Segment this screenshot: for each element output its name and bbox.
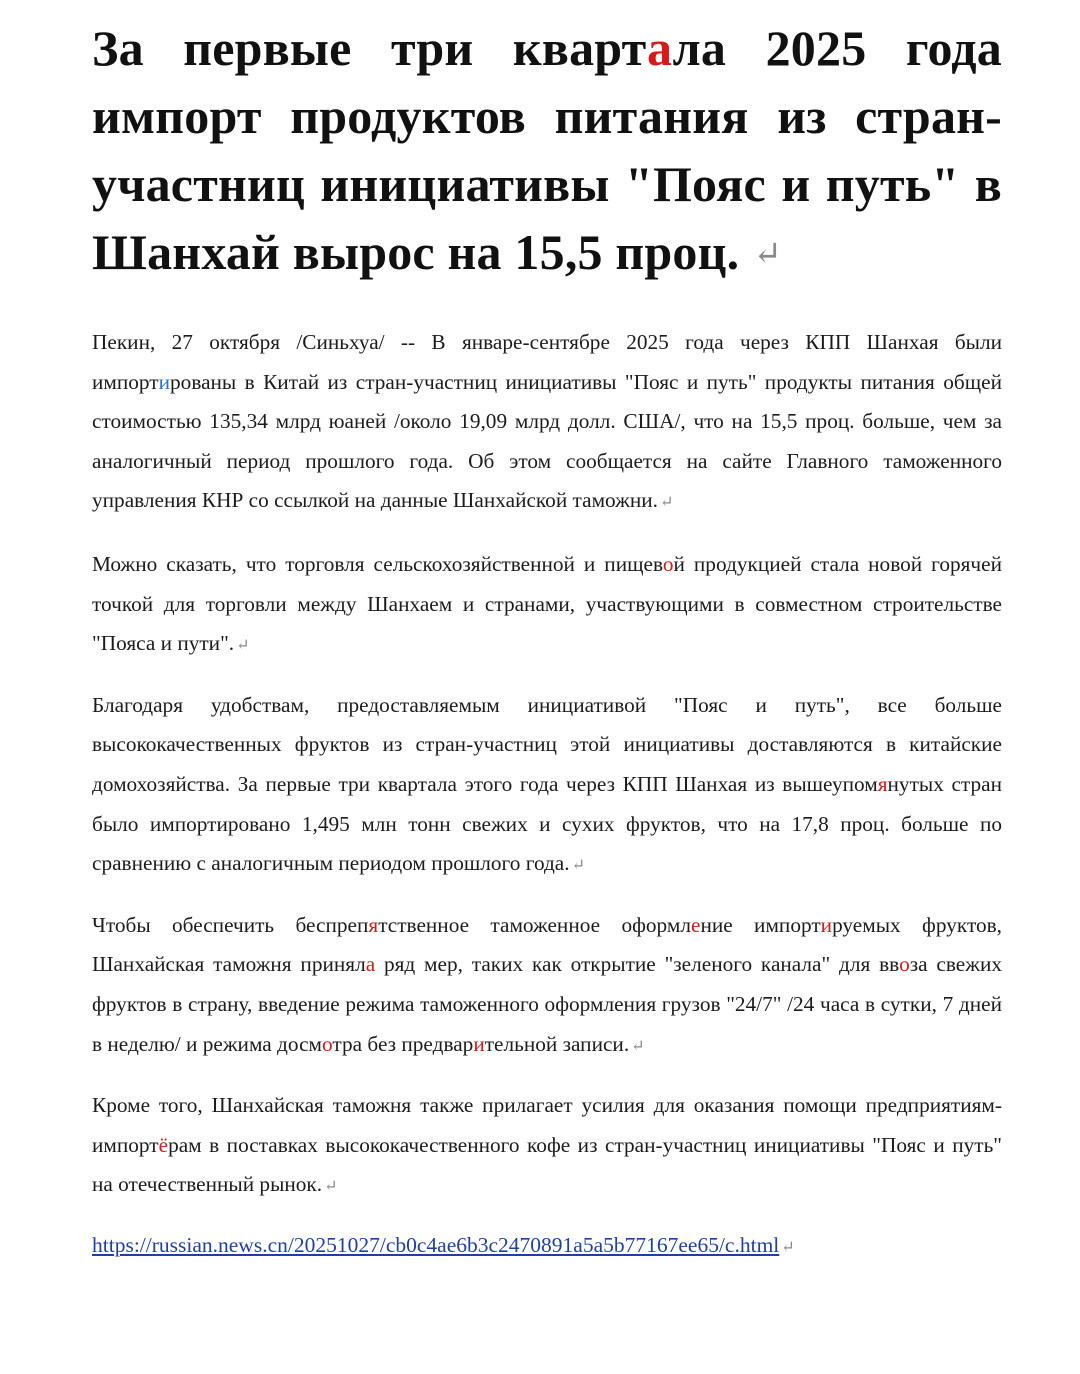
paragraph-1-text-2: рованы в Китай из стран-участниц инициативы "Пояс и путь" продукты питания общей стоимостью 135,34 млрд юаней /около 19,09 млрд долл. США/, что на 15,5 проц. больше, чем за аналогичный период прошлого года. Об этом сообщается на сайте Главного таможенного управления КНР со ссылкой на данные Шанхайской таможни.	[92, 369, 1002, 513]
paragraph-mark-icon: ↵	[236, 637, 250, 655]
paragraph-4-highlighted-letter-4: а	[365, 952, 376, 977]
paragraph-3-text-2: нутых стран было импортировано 1,495 млн тонн свежих и сухих фруктов, что на 17,8 проц. больше по сравнению с аналогичным периодом прошлого года.	[92, 771, 1003, 876]
paragraph-4-text-6: за свежих фруктов в страну, введение режима таможенного оформления грузов "24/7" /24 часа в сутки, 7 дней в неделю/ и режима досм	[92, 952, 1002, 1056]
paragraph-4-highlighted-letter-3: и	[820, 912, 833, 937]
title-text-1: За первые три кварт	[92, 20, 648, 76]
paragraph-4-text-2: тственное таможенное оформл	[378, 912, 691, 937]
document-page	[92, 14, 1002, 1268]
paragraph-4-highlighted-letter-5: о	[899, 952, 910, 977]
paragraph-4	[92, 906, 1002, 1066]
paragraph-4-text-8: тельной записи.	[484, 1031, 630, 1056]
paragraph-4-text-4b: л	[355, 952, 366, 977]
paragraph-mark-icon: ↵	[324, 1178, 338, 1196]
paragraph-mark-icon: ↵	[660, 494, 674, 512]
paragraph-mark-icon: ↵	[631, 1037, 645, 1055]
paragraph-5-text-2: рам в поставках высококачественного кофе из стран-участниц инициативы "Пояс и путь" на отечественный рынок.	[92, 1132, 1002, 1197]
paragraph-2-text-2: й продукцией стала новой горячей точкой для торговли между Шанхаем и странами, участвующими в совместном строительстве "Пояса и пути".	[92, 551, 1002, 656]
paragraph-4-highlighted-letter-1: я	[368, 912, 379, 937]
paragraph-4-text-3: ние импорт	[700, 912, 821, 937]
article-title	[92, 14, 1002, 293]
paragraph-4-text-1: Чтобы обеспечить беспреп	[92, 912, 369, 937]
paragraph-mark-icon: ↵	[781, 1238, 795, 1256]
paragraph-4-text-5: ряд мер, таких как открытие "зеленого канала" для вв	[375, 952, 900, 977]
paragraph-4-text-7: тра без предвар	[332, 1031, 474, 1056]
paragraph-3	[92, 686, 1002, 886]
paragraph-4-highlighted-letter-6: о	[322, 1031, 333, 1056]
title-text-2: ла 2025 года импорт продуктов питания из стран-участниц инициативы "Пояс и путь" в Шанхай вырос на 15,5 проц.	[92, 20, 1002, 280]
paragraph-3-highlighted-letter: я	[877, 771, 888, 796]
paragraph-mark-icon: ↵	[753, 236, 783, 273]
paragraph-mark-icon: ↵	[571, 857, 585, 875]
paragraph-1-highlighted-letter: и	[158, 369, 171, 394]
paragraph-5-highlighted-letter: ё	[158, 1132, 169, 1157]
source-link-line	[92, 1225, 1002, 1268]
paragraph-2	[92, 545, 1002, 666]
paragraph-4-highlighted-letter-7: и	[473, 1031, 485, 1056]
paragraph-1	[92, 323, 1002, 523]
paragraph-1-text-1: Пекин, 27 октября /Синьхуа/ -- В январе-сентябре 2025 года через КПП Шанхая были импорт	[92, 330, 1002, 394]
paragraph-4-text-4: руемых фруктов, Шанхайская таможня приня	[92, 912, 1002, 977]
paragraph-4-highlighted-letter-2: е	[690, 912, 701, 937]
paragraph-3-text-1: Благодаря удобствам, предоставляемым инициативой "Пояс и путь", все больше высококачественных фруктов из стран-участниц этой инициативы доставляются в китайские домохозяйства. За первые три квартала этого года через КПП Шанхая из вышеупом	[92, 692, 1002, 796]
paragraph-5	[92, 1086, 1002, 1207]
paragraph-2-highlighted-letter: о	[662, 551, 674, 576]
source-link[interactable]: https://russian.news.cn/20251027/cb0c4ae6b3c2470891a5a5b77167ee65/c.html	[92, 1232, 780, 1257]
paragraph-2-text-1: Можно сказать, что торговля сельскохозяйственной и пищев	[92, 551, 663, 576]
title-highlighted-letter: а	[647, 20, 673, 76]
paragraph-5-text-1: Кроме того, Шанхайская таможня также прилагает усилия для оказания помощи предприятиям-импорт	[92, 1093, 1002, 1157]
